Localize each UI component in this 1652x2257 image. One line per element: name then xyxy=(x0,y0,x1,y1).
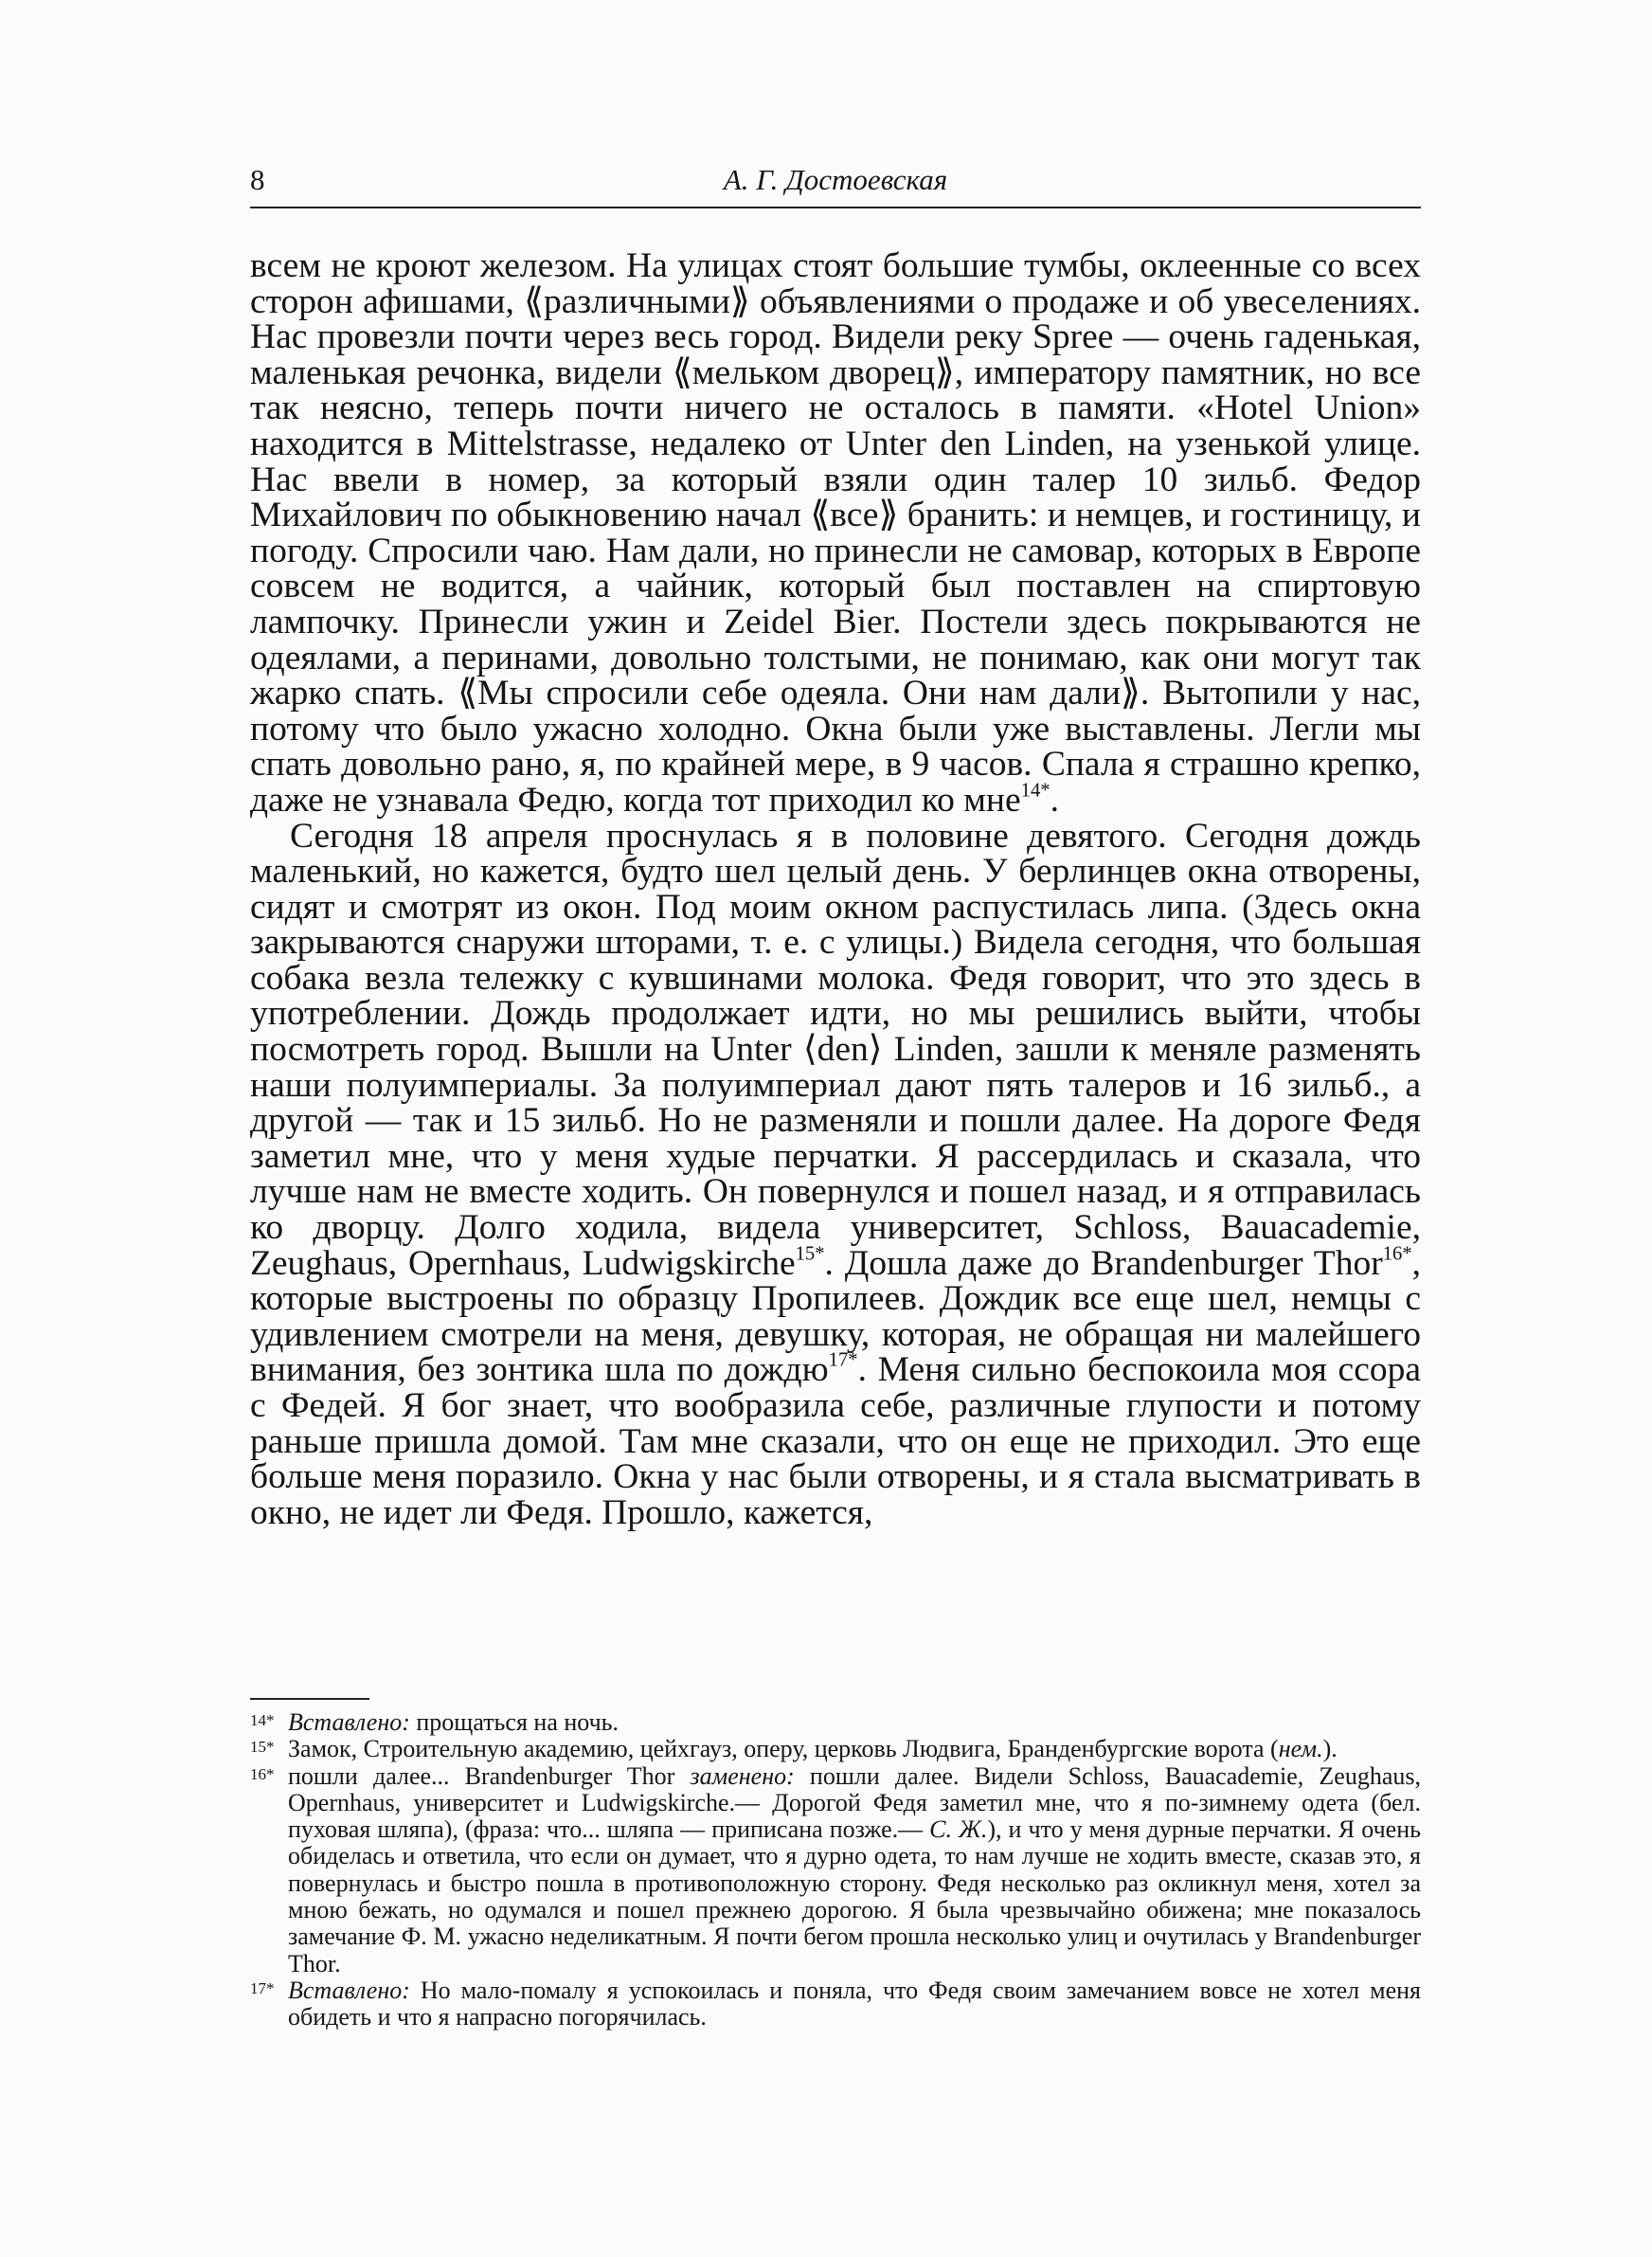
footnote-17 xyxy=(250,1977,1421,2031)
footnote-lead: Вставлено: xyxy=(288,1976,410,2004)
footnote-mark: 15* xyxy=(250,1738,275,1757)
footnote-mark: 17* xyxy=(250,1978,275,1997)
footnote-italic-1: заменено: xyxy=(690,1761,795,1790)
paragraph-1-text: всем не кроют железом. На улицах стоят большие тумбы, оклеенные со всех сторон афишами, ⟪различными⟫ объявлениями о продаже и об увеселениях. Нас провезли почти через весь город. Видели реку Spree — очень гаденькая, маленькая речонка, видели ⟪мельком дворец⟫, императору памятник, но все так неясно, теперь почти ничего не осталось в памяти. «Hotel Union» находится в Mittelstrasse, недалеко от Unter den Linden, на узенькой улице. Нас ввели в номер, за который взяли один талер 10 зильб. Федор Михайлович по обыкновению начал ⟪все⟫ бранить: и немцев, и гостиницу, и погоду. Спросили чаю. Нам дали, но принесли не самовар, которых в Европе совсем не водится, а чайник, который был поставлен на спиртовую лампочку. Принесли ужин и Zeidel Bier. Постели здесь покрываются не одеялами, а перинами, довольно толстыми, не понимаю, как они могут так жарко спать. ⟪Мы спросили себе одеяла. Они нам дали⟫. Вытопили у нас, потому что было ужасно холодно. Окна были уже выставлены. Легли мы спать довольно рано, я, по крайней мере, в 9 часов. Спала я страшно крепко, даже не узнавала Федю, когда тот приходил ко мне xyxy=(250,246,1421,820)
footnote-rule xyxy=(250,1698,369,1700)
footnotes xyxy=(250,1709,1421,2031)
main-text xyxy=(250,248,1421,1530)
footnote-italic: нем. xyxy=(1278,1735,1323,1763)
header-rule xyxy=(250,207,1421,208)
paragraph-2 xyxy=(250,816,1422,1532)
running-title: А. Г. Достоевская xyxy=(723,163,948,196)
running-head xyxy=(250,159,1421,201)
footnote-ref-16: 16* xyxy=(1382,1243,1412,1265)
paragraph-1-end: . xyxy=(1050,780,1059,820)
footnote-16 xyxy=(250,1763,1421,1977)
footnote-ref-14: 14* xyxy=(1020,780,1050,802)
footnote-text: прощаться на ночь. xyxy=(409,1708,620,1736)
paragraph-1 xyxy=(250,248,1421,819)
footnote-mark: 16* xyxy=(250,1764,275,1783)
paragraph-2-text-c: , которые выстроены по образцу Пропилеев. Дождик все еще шел, немцы с удивлением смотрели на меня, девушку, которая, не обращая ни малейшего внимания, без зонтика шла по дождю xyxy=(250,1243,1422,1390)
footnote-text-end: ). xyxy=(1322,1735,1338,1763)
footnote-text: Но мало-помалу я успокоилась и поняла, что Федя своим замечанием вовсе не хотел меня обидеть и что я напрасно погорячилась. xyxy=(288,1976,1421,2031)
paragraph-2-text-a: Сегодня 18 апреля проснулась я в половине девятого. Сегодня дождь маленький, но кажется, будто шел целый день. У берлинцев окна отворены, сидят и смотрят из окон. Под моим окном распустилась липа. (Здесь окна закрываются снаружи шторами, т. е. с улицы.) Видела сегодня, что большая собака везла тележку с кувшинами молока. Федя говорит, что это здесь в употреблении. Дождь продолжает идти, но мы решились выйти, чтобы посмотреть город. Вышли на Unter ⟨den⟩ Linden, зашли к меняле разменять наши полуимпериалы. За полуимпериал дают пять талеров и 16 зильб., а другой — так и 15 зильб. Но не разменяли и пошли далее. На дороге Федя заметил мне, что у меня худые перчатки. Я рассердилась и сказала, что лучше нам не вместе ходить. Он повернулся и пошел назад, и я отправилась ко дворцу. Долго ходила, видела университет, Schloss, Bauacademie, Zeughaus, Opernhaus, Ludwigskirche xyxy=(250,816,1421,1283)
footnote-14 xyxy=(250,1709,1421,1736)
paragraph-2-text-d: . Меня сильно беспокоила моя ссора с Федей. Я бог знает, что вообразила себе, различные глупости и потому раньше пришла домой. Там мне сказали, что он еще не приходил. Это еще больше меня поразило. Окна у нас были отворены, и я стала высматривать в окно, не идет ли Федя. Прошло, кажется, xyxy=(250,1350,1421,1532)
footnote-ref-17: 17* xyxy=(828,1349,858,1371)
footnote-lead: Вставлено: xyxy=(288,1708,410,1736)
footnote-italic-2: С. Ж. xyxy=(929,1815,988,1844)
footnote-text-c: ), и что у меня дурные перчатки. Я очень обиделась и ответила, что если он думает, что я дурно одета, то нам лучше не ходить вместе, сказав это, я повернулась и быстро пошла в противоположную сторону. Федя несколько раз окликнул меня, хотел за мною бежать, но одумался и пошел прежнею дорогою. Я была чрезвычайно обижена; мне показалось замечание Ф. М. ужасно неделикатным. Я почти бегом прошла несколько улиц и очутилась у Brandenburger Thor. xyxy=(288,1815,1421,1977)
footnote-mark: 14* xyxy=(250,1711,275,1729)
footnote-text-b: пошли далее. Видели Schloss, Bauacademie, Zeughaus, Opernhaus, университет и Ludwigskirche.— Дорогой Федя заметил мне, что я по-зимнему одета (бел. пуховая шляпа), (фраза: что... шляпа — приписана позже.— xyxy=(288,1761,1422,1844)
footnote-text-a: пошли далее... Brandenburger Thor xyxy=(288,1761,691,1790)
footnote-ref-15: 15* xyxy=(795,1243,825,1265)
page-number: 8 xyxy=(250,163,265,196)
footnote-text: Замок, Строительную академию, цейхгауз, оперу, церковь Людвига, Бранденбургские ворота ( xyxy=(288,1735,1279,1763)
footnote-15 xyxy=(250,1736,1421,1762)
paragraph-2-text-b: . Дошла даже до Brandenburger Thor xyxy=(824,1243,1383,1283)
